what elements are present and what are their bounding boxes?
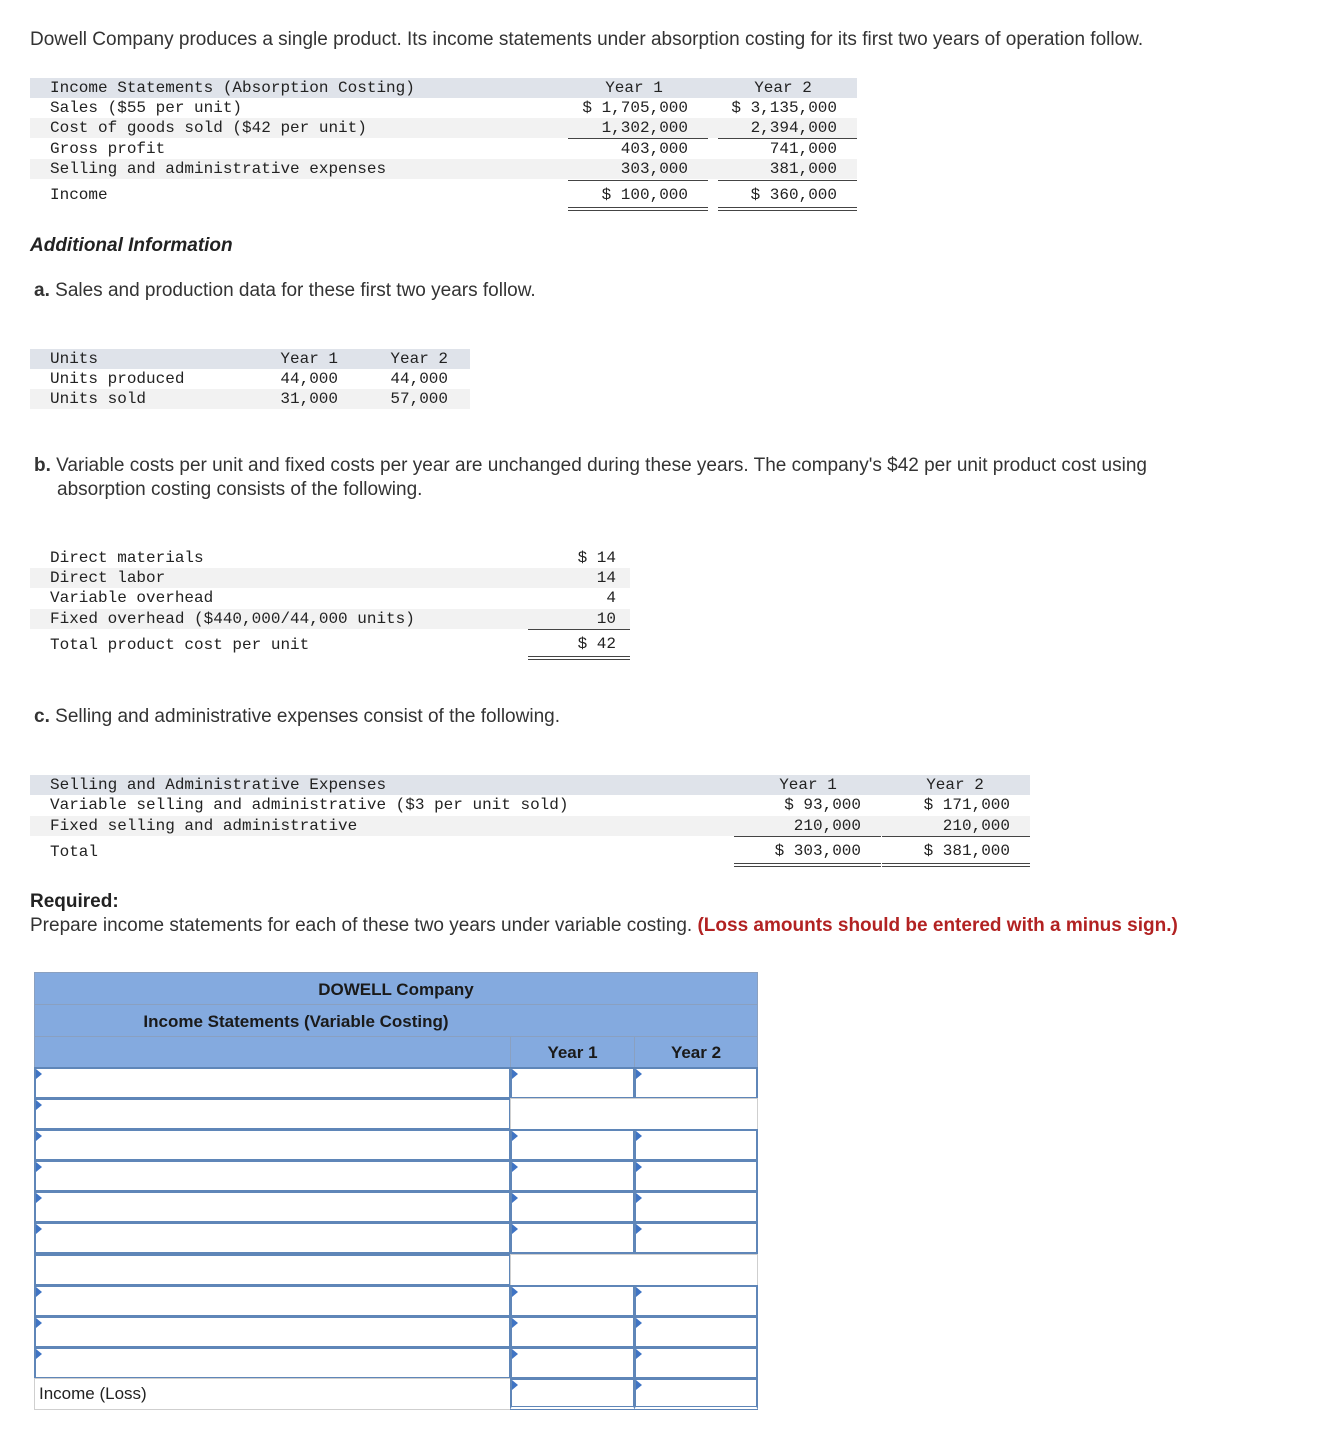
dropdown-marker-icon <box>636 1287 642 1297</box>
year2-amount-input[interactable] <box>634 1160 758 1192</box>
dropdown-marker-icon <box>36 1100 42 1110</box>
dropdown-marker-icon <box>636 1380 642 1390</box>
value-year2: 44,000 <box>390 370 448 388</box>
year2-amount-input[interactable] <box>634 1222 758 1254</box>
year2-amount-input[interactable] <box>634 1316 758 1348</box>
value-year1: 403,000 <box>620 140 688 158</box>
value-year2: $ 381,000 <box>923 842 1010 860</box>
dropdown-marker-icon <box>512 1224 518 1234</box>
line-item-select[interactable] <box>34 1098 511 1130</box>
dropdown-marker-icon <box>512 1131 518 1141</box>
year1-income-input[interactable] <box>510 1378 635 1410</box>
dropdown-marker-icon <box>636 1162 642 1172</box>
item-c-letter: c. <box>34 706 50 727</box>
dropdown-marker-icon <box>636 1069 642 1079</box>
dropdown-marker-icon <box>636 1131 642 1141</box>
line-item-select[interactable] <box>34 1285 511 1317</box>
underline <box>734 836 881 837</box>
value-year2: $ 360,000 <box>750 186 837 204</box>
dropdown-marker-icon <box>36 1349 42 1359</box>
item-a-letter: a. <box>34 280 50 301</box>
dropdown-marker-icon <box>36 1162 42 1172</box>
year2-amount-input[interactable] <box>634 1285 758 1317</box>
value-year2: 381,000 <box>769 160 837 178</box>
line-item-select[interactable] <box>34 1254 511 1286</box>
value-year2: $ 171,000 <box>923 796 1010 814</box>
underline <box>528 629 630 630</box>
value-year1: $ 100,000 <box>601 186 688 204</box>
column-header-year1: Year 1 <box>779 776 837 794</box>
year1-amount-input[interactable] <box>510 1191 635 1223</box>
row-value: $ 42 <box>577 635 616 653</box>
year1-amount-input[interactable] <box>510 1067 635 1099</box>
value-year1: $ 303,000 <box>774 842 861 860</box>
double-underline <box>882 863 1030 867</box>
table-header-label: Income Statements (Absorption Costing) <box>50 79 415 97</box>
dropdown-marker-icon <box>36 1287 42 1297</box>
dropdown-marker-icon <box>512 1318 518 1328</box>
row-label: Gross profit <box>50 140 166 158</box>
value-year1: 303,000 <box>620 160 688 178</box>
row-label: Units sold <box>50 390 147 408</box>
table-header-label: Units <box>50 350 99 368</box>
table-header-label: Selling and Administrative Expenses <box>50 776 387 794</box>
dropdown-marker-icon <box>512 1380 518 1390</box>
item-a-text: Sales and production data for these first two years follow. <box>55 280 536 301</box>
required-heading: Required: <box>30 891 119 912</box>
row-label: Total <box>50 843 99 861</box>
grid-company-name: DOWELL Company <box>34 972 758 1005</box>
column-header-year2: Year 2 <box>634 1036 758 1068</box>
value-year2: 210,000 <box>942 817 1010 835</box>
row-label: Income <box>50 186 108 204</box>
dropdown-marker-icon <box>512 1162 518 1172</box>
value-year1: $ 93,000 <box>784 796 861 814</box>
year2-amount-input[interactable] <box>634 1129 758 1161</box>
dropdown-marker-icon <box>36 1318 42 1328</box>
column-header-year1: Year 1 <box>280 350 338 368</box>
item-b-line1 <box>34 455 1147 477</box>
underline <box>718 180 857 181</box>
year1-amount-input[interactable] <box>510 1347 635 1379</box>
year1-amount-input[interactable] <box>510 1285 635 1317</box>
underline <box>568 180 708 181</box>
row-label: Total product cost per unit <box>50 636 310 654</box>
row-label: Units produced <box>50 370 185 388</box>
dropdown-marker-icon <box>636 1349 642 1359</box>
required-instructions <box>30 915 1178 937</box>
item-b-text: Variable costs per unit and fixed costs per year are unchanged during these years. The company's $42 per unit product cost using <box>56 455 1147 476</box>
value-year2: 2,394,000 <box>750 119 837 137</box>
value-year1: 31,000 <box>280 390 338 408</box>
column-header-year2: Year 2 <box>754 79 812 97</box>
dropdown-marker-icon <box>636 1318 642 1328</box>
additional-info-heading: Additional Information <box>30 235 233 256</box>
line-item-select[interactable] <box>34 1067 511 1099</box>
value-year2: 741,000 <box>769 140 837 158</box>
year1-amount-input[interactable] <box>510 1129 635 1161</box>
required-text: Prepare income statements for each of these two years under variable costing. <box>30 915 698 936</box>
row-label: Variable selling and administrative ($3 per unit sold) <box>50 796 569 814</box>
year2-amount-input[interactable] <box>634 1067 758 1099</box>
row-label: Direct labor <box>50 569 166 587</box>
line-item-select[interactable] <box>34 1316 511 1348</box>
dropdown-marker-icon <box>36 1224 42 1234</box>
line-item-select[interactable] <box>34 1160 511 1192</box>
row-value: $ 14 <box>577 549 616 567</box>
grid-title: Income Statements (Variable Costing) <box>34 1004 758 1037</box>
value-year2: $ 3,135,000 <box>731 99 837 117</box>
double-underline <box>734 863 881 867</box>
item-c <box>34 706 560 728</box>
loss-note: (Loss amounts should be entered with a minus sign.) <box>697 915 1178 936</box>
column-header-year1: Year 1 <box>605 79 663 97</box>
underline <box>882 836 1030 837</box>
double-underline <box>528 656 630 660</box>
empty-cell <box>510 1098 758 1130</box>
item-a <box>34 280 536 302</box>
year1-amount-input[interactable] <box>510 1316 635 1348</box>
line-item-select[interactable] <box>34 1129 511 1161</box>
dropdown-marker-icon <box>636 1224 642 1234</box>
value-year1: 1,302,000 <box>601 119 688 137</box>
row-label: Direct materials <box>50 549 204 567</box>
row-value: 14 <box>596 569 616 587</box>
dropdown-marker-icon <box>36 1131 42 1141</box>
double-underline <box>568 207 708 211</box>
value-year1: 210,000 <box>793 817 861 835</box>
row-value: 4 <box>606 589 616 607</box>
dropdown-marker-icon <box>512 1193 518 1203</box>
item-b-letter: b. <box>34 455 51 476</box>
income-loss-label: Income (Loss) <box>34 1378 511 1410</box>
item-c-text: Selling and administrative expenses consist of the following. <box>55 706 560 727</box>
year2-amount-input[interactable] <box>634 1191 758 1223</box>
column-header-year2: Year 2 <box>926 776 984 794</box>
year2-income-input[interactable] <box>634 1378 758 1410</box>
dropdown-marker-icon <box>36 1193 42 1203</box>
value-year2: 57,000 <box>390 390 448 408</box>
year1-amount-input[interactable] <box>510 1222 635 1254</box>
item-b-line2: absorption costing consists of the following. <box>57 479 423 500</box>
value-year1: 44,000 <box>280 370 338 388</box>
row-label: Cost of goods sold ($42 per unit) <box>50 119 367 137</box>
line-item-select[interactable] <box>34 1347 511 1379</box>
dropdown-marker-icon <box>512 1287 518 1297</box>
column-header-year1: Year 1 <box>510 1036 635 1068</box>
row-label: Fixed selling and administrative <box>50 817 358 835</box>
line-item-select[interactable] <box>34 1222 511 1254</box>
intro-text: Dowell Company produces a single product. Its income statements under absorption costing for its first two years of operation follow. <box>30 29 1144 50</box>
row-value: 10 <box>596 610 616 628</box>
line-item-select[interactable] <box>34 1191 511 1223</box>
year2-amount-input[interactable] <box>634 1347 758 1379</box>
dropdown-marker-icon <box>36 1069 42 1079</box>
row-label: Fixed overhead ($440,000/44,000 units) <box>50 610 415 628</box>
value-year1: $ 1,705,000 <box>582 99 688 117</box>
empty-cell <box>510 1254 758 1286</box>
column-header-year2: Year 2 <box>390 350 448 368</box>
grid-header-blank <box>34 1036 511 1068</box>
row-label: Sales ($55 per unit) <box>50 99 243 117</box>
row-label: Selling and administrative expenses <box>50 160 387 178</box>
dropdown-marker-icon <box>636 1193 642 1203</box>
double-underline <box>718 207 857 211</box>
year1-amount-input[interactable] <box>510 1160 635 1192</box>
dropdown-marker-icon <box>512 1349 518 1359</box>
dropdown-marker-icon <box>512 1069 518 1079</box>
row-label: Variable overhead <box>50 589 214 607</box>
